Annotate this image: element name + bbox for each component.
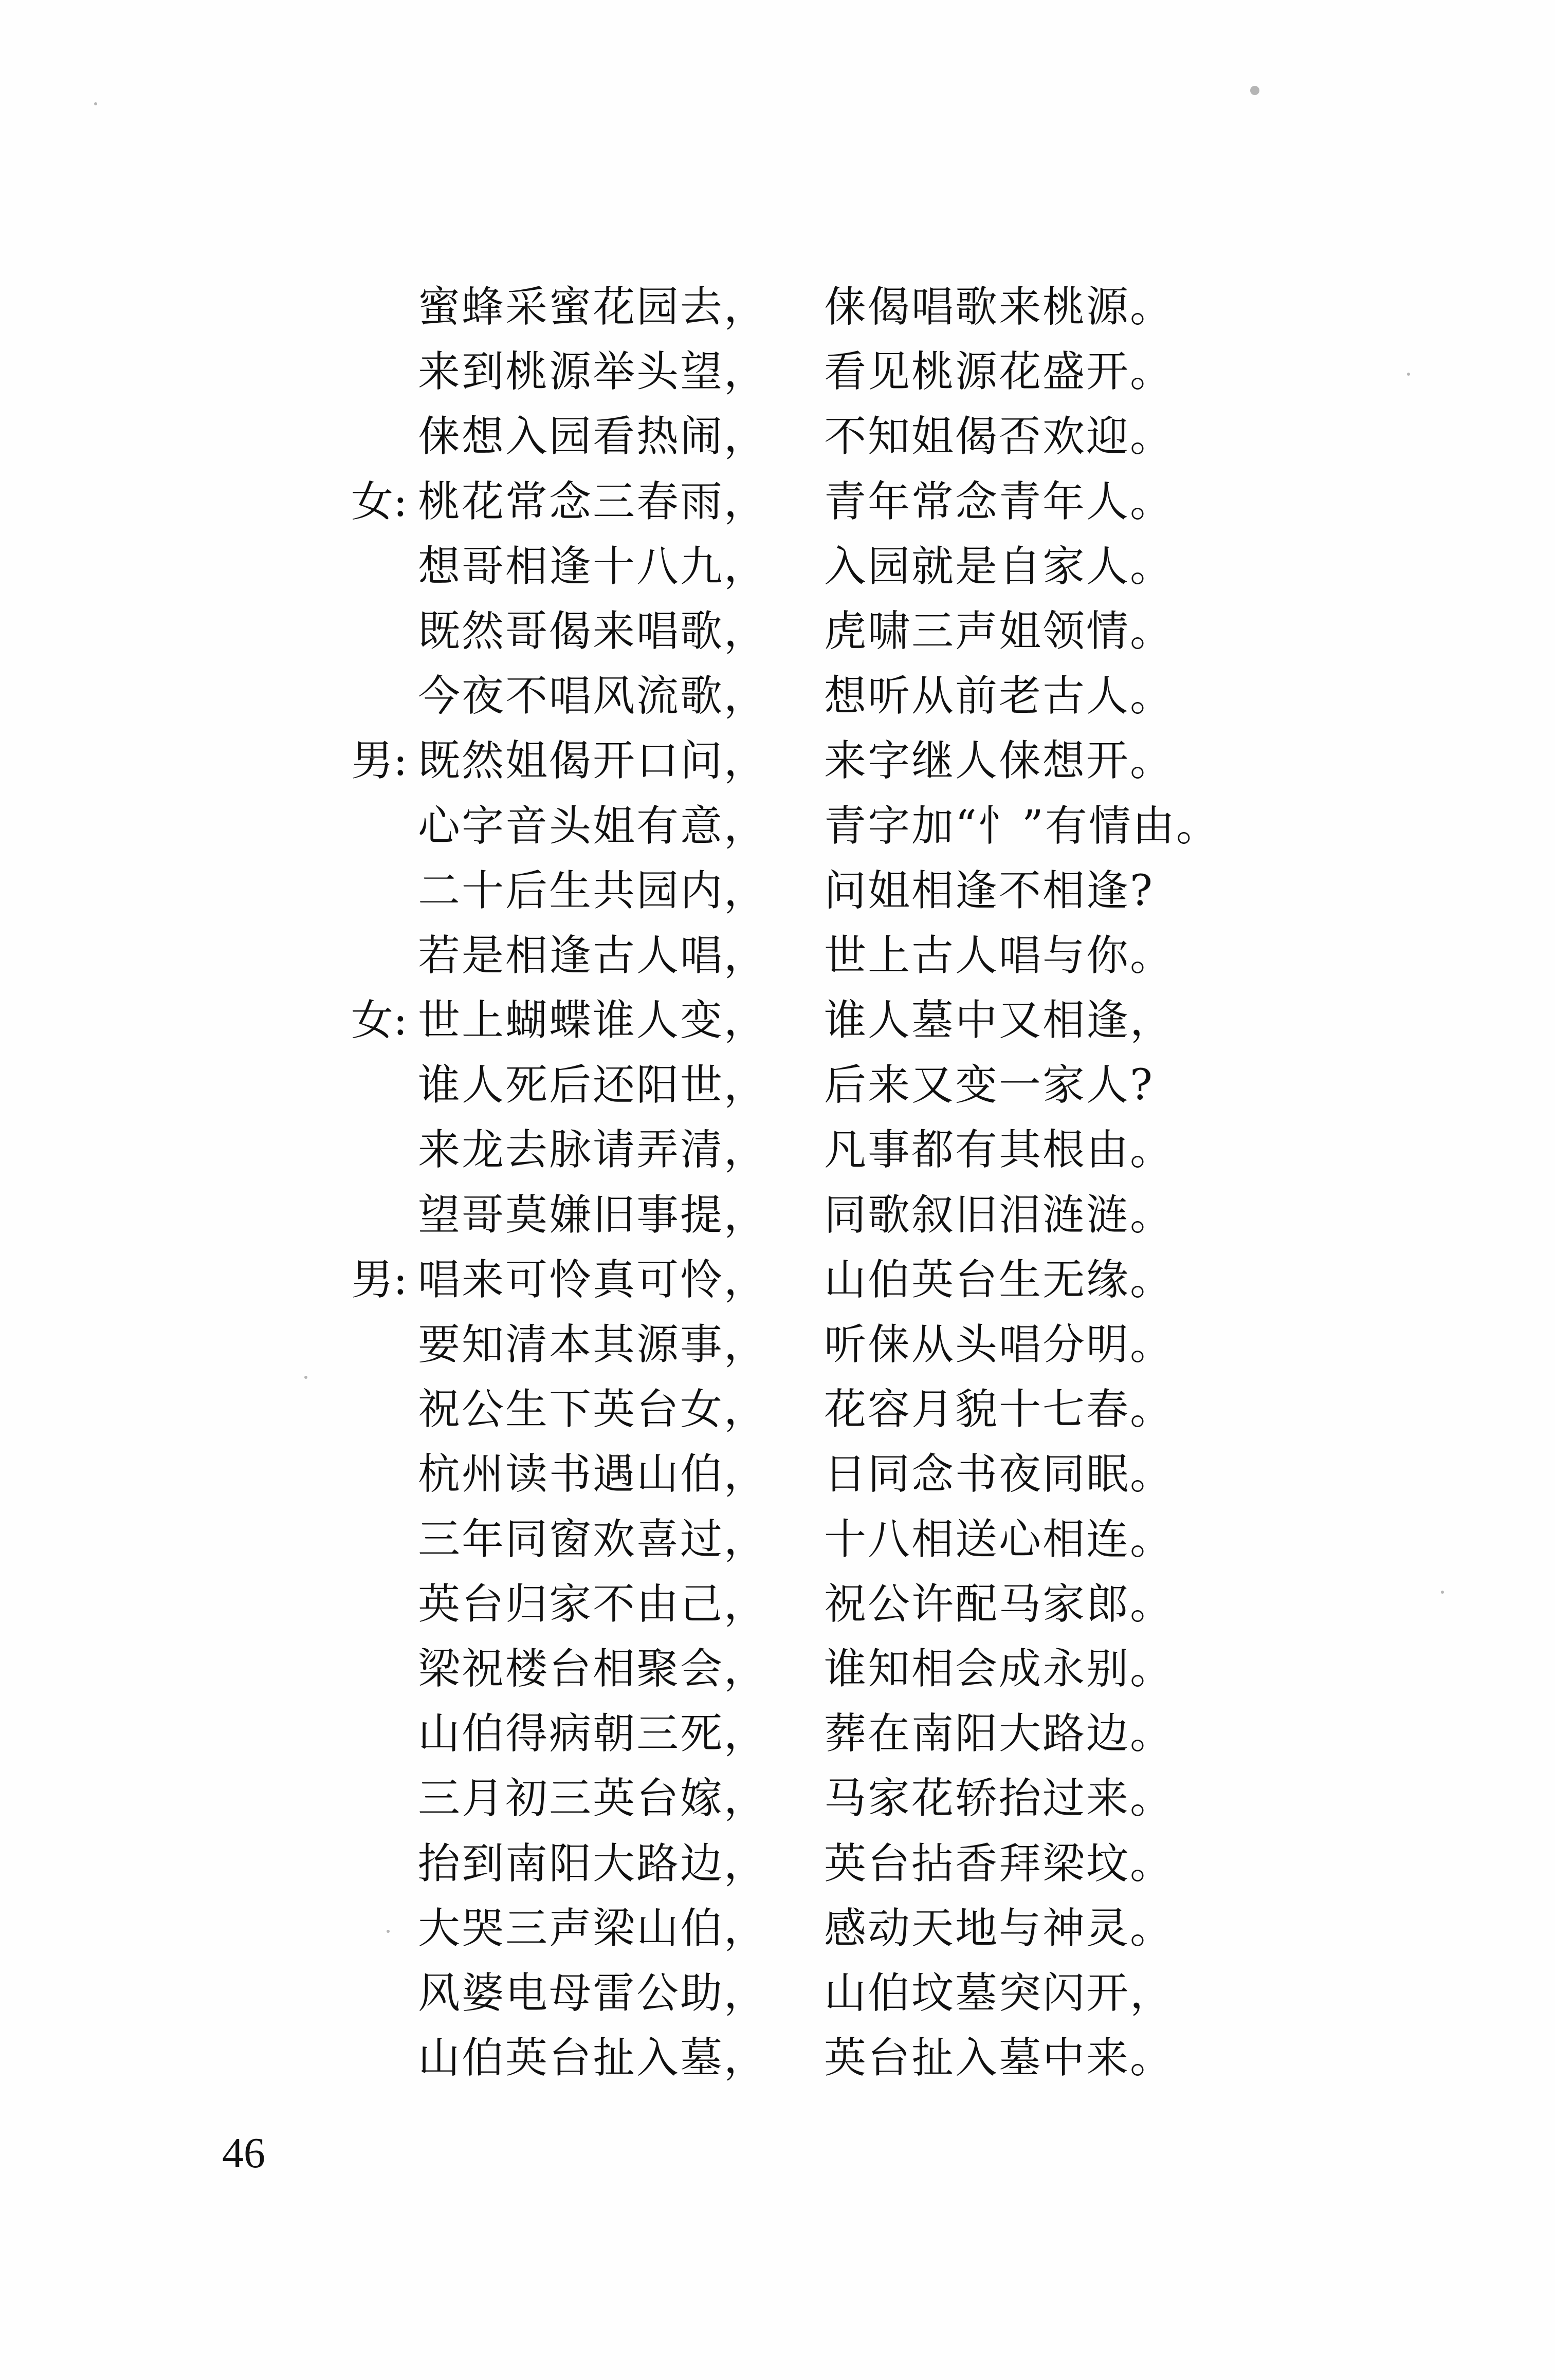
- first-half-line: 谁人死后还阳世，: [418, 1061, 768, 1110]
- first-half-line: 抬到南阳大路边，: [418, 1839, 768, 1888]
- speaker-label: 男:: [351, 1255, 408, 1304]
- first-half-line: 大哭三声梁山伯，: [418, 1904, 768, 1953]
- scan-speck: [1407, 373, 1410, 376]
- verse-line: [0, 1248, 1555, 1313]
- second-half-line: 山伯英台生无缘。: [824, 1255, 1174, 1304]
- second-half-line: 葬在南阳大路边。: [824, 1709, 1174, 1759]
- verse-block: [0, 275, 1555, 2091]
- first-half-line: 三年同窗欢喜过，: [418, 1515, 768, 1564]
- second-half-line: 马家花轿抬过来。: [824, 1774, 1174, 1823]
- verse-line: [0, 599, 1555, 664]
- speaker-label: 男:: [351, 736, 408, 786]
- first-half-line: 想哥相逢十八九，: [418, 542, 768, 591]
- first-half-line: 祝公生下英台女，: [418, 1385, 768, 1434]
- verse-line: [0, 1442, 1555, 1507]
- second-half-line: 世上古人唱与你。: [824, 931, 1174, 980]
- first-half-line: 英台归家不由己，: [418, 1579, 768, 1629]
- first-half-line: 既然哥偈来唱歌，: [418, 606, 768, 656]
- verse-line: [0, 1377, 1555, 1442]
- scan-speck: [387, 1930, 390, 1933]
- second-half-line: 英台扯入墓中来。: [824, 2034, 1174, 2083]
- second-half-line: 祝公许配马家郎。: [824, 1579, 1174, 1629]
- scan-speck: [94, 102, 97, 105]
- verse-line: [0, 1766, 1555, 1831]
- verse-line: [0, 1183, 1555, 1248]
- first-half-line: 世上蝴蝶谁人变，: [418, 996, 768, 1045]
- second-half-line: 来字继人俫想开。: [824, 736, 1174, 786]
- second-half-line: 听俫从头唱分明。: [824, 1320, 1174, 1369]
- verse-line: [0, 534, 1555, 599]
- first-half-line: 若是相逢古人唱，: [418, 931, 768, 980]
- verse-line: [0, 664, 1555, 729]
- first-half-line: 来到桃源举头望，: [418, 347, 768, 397]
- verse-line: [0, 1118, 1555, 1183]
- verse-line: [0, 1896, 1555, 1961]
- verse-line: [0, 924, 1555, 988]
- second-half-line: 后来又变一家人?: [824, 1061, 1154, 1110]
- verse-line: [0, 1507, 1555, 1572]
- first-half-line: 风婆电母雷公助，: [418, 1968, 768, 2018]
- second-half-line: 日同念书夜同眠。: [824, 1450, 1174, 1499]
- second-half-line: 青字加“忄”有情由。: [824, 801, 1220, 851]
- first-half-line: 山伯英台扯入墓，: [418, 2034, 768, 2083]
- verse-line: [0, 1637, 1555, 1702]
- verse-line: [0, 1053, 1555, 1118]
- first-half-line: 蜜蜂采蜜花园去，: [418, 283, 768, 331]
- second-half-line: 入园就是自家人。: [824, 542, 1174, 591]
- speaker-label: 女:: [351, 996, 408, 1045]
- scan-speck: [1250, 86, 1259, 95]
- second-half-line: 凡事都有其根由。: [824, 1126, 1174, 1175]
- second-half-line: 同歌叙旧泪涟涟。: [824, 1190, 1174, 1240]
- verse-line: [0, 794, 1555, 859]
- first-half-line: 今夜不唱风流歌，: [418, 672, 768, 721]
- verse-line: [0, 2026, 1555, 2091]
- second-half-line: 虎啸三声姐领情。: [824, 606, 1174, 656]
- first-half-line: 望哥莫嫌旧事提，: [418, 1190, 768, 1240]
- verse-line: [0, 1961, 1555, 2026]
- verse-line: [0, 729, 1555, 794]
- first-half-line: 唱来可怜真可怜，: [418, 1255, 768, 1304]
- verse-line: [0, 859, 1555, 924]
- second-half-line: 谁知相会成永别。: [824, 1644, 1174, 1693]
- verse-line: [0, 988, 1555, 1053]
- verse-line: [0, 275, 1555, 340]
- verse-line: [0, 340, 1555, 404]
- verse-line: [0, 1832, 1555, 1896]
- second-half-line: 看见桃源花盛开。: [824, 347, 1174, 397]
- first-half-line: 桃花常念三春雨，: [418, 477, 768, 526]
- first-half-line: 要知清本其源事，: [418, 1320, 768, 1369]
- first-half-line: 梁祝楼台相聚会，: [418, 1644, 768, 1693]
- second-half-line: 不知姐偈否欢迎。: [824, 412, 1174, 462]
- first-half-line: 来龙去脉请弄清，: [418, 1126, 768, 1175]
- first-half-line: 三月初三英台嫁，: [418, 1774, 768, 1823]
- first-half-line: 既然姐偈开口问，: [418, 736, 768, 786]
- first-half-line: 心字音头姐有意，: [418, 801, 768, 851]
- second-half-line: 十八相送心相连。: [824, 1515, 1174, 1564]
- first-half-line: 山伯得病朝三死，: [418, 1709, 768, 1759]
- verse-line: [0, 1702, 1555, 1766]
- first-half-line: 俫想入园看热闹，: [418, 412, 768, 462]
- first-half-line: 杭州读书遇山伯，: [418, 1450, 768, 1499]
- second-half-line: 想听从前老古人。: [824, 672, 1174, 721]
- verse-line: [0, 1572, 1555, 1637]
- scan-speck: [304, 1376, 307, 1379]
- second-half-line: 英台拈香拜梁坟。: [824, 1839, 1174, 1888]
- second-half-line: 谁人墓中又相逢，: [824, 996, 1174, 1045]
- first-half-line: 二十后生共园内，: [418, 866, 768, 915]
- second-half-line: 俫偈唱歌来桃源。: [824, 283, 1174, 331]
- page-number: 46: [222, 2129, 265, 2177]
- second-half-line: 青年常念青年人。: [824, 477, 1174, 526]
- verse-line: [0, 1313, 1555, 1377]
- second-half-line: 问姐相逢不相逢?: [824, 866, 1154, 915]
- scan-speck: [1441, 1591, 1444, 1594]
- second-half-line: 山伯坟墓突闪开，: [824, 1968, 1174, 2018]
- verse-line: [0, 470, 1555, 534]
- speaker-label: 女:: [351, 477, 408, 526]
- second-half-line: 感动天地与神灵。: [824, 1904, 1174, 1953]
- second-half-line: 花容月貌十七春。: [824, 1385, 1174, 1434]
- verse-line: [0, 404, 1555, 469]
